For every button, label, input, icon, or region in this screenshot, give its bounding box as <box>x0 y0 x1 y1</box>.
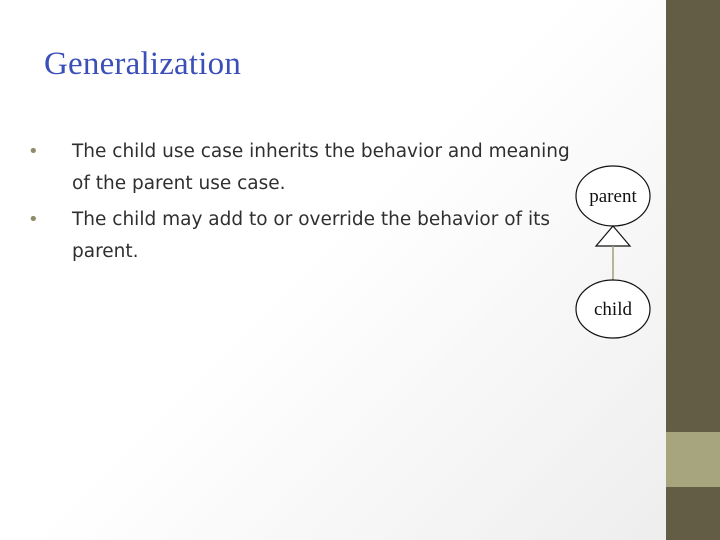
bullet-text: The child use case inherits the behavior and meaning of the parent use case. <box>72 141 570 194</box>
child-use-case-label: child <box>594 299 632 320</box>
bullet-dot-icon: • <box>28 209 39 230</box>
slide-title: Generalization <box>44 46 242 82</box>
bullet-item <box>28 136 588 200</box>
sidebar-accent-band <box>666 432 720 487</box>
generalization-arrowhead <box>596 226 630 246</box>
bullet-text: The child may add to or override the behavior of its parent. <box>72 209 550 262</box>
bullet-dot-icon: • <box>28 141 39 162</box>
bullet-list <box>28 136 588 272</box>
bullet-item <box>28 204 588 268</box>
parent-use-case-label: parent <box>589 186 637 207</box>
generalization-diagram <box>568 160 664 340</box>
